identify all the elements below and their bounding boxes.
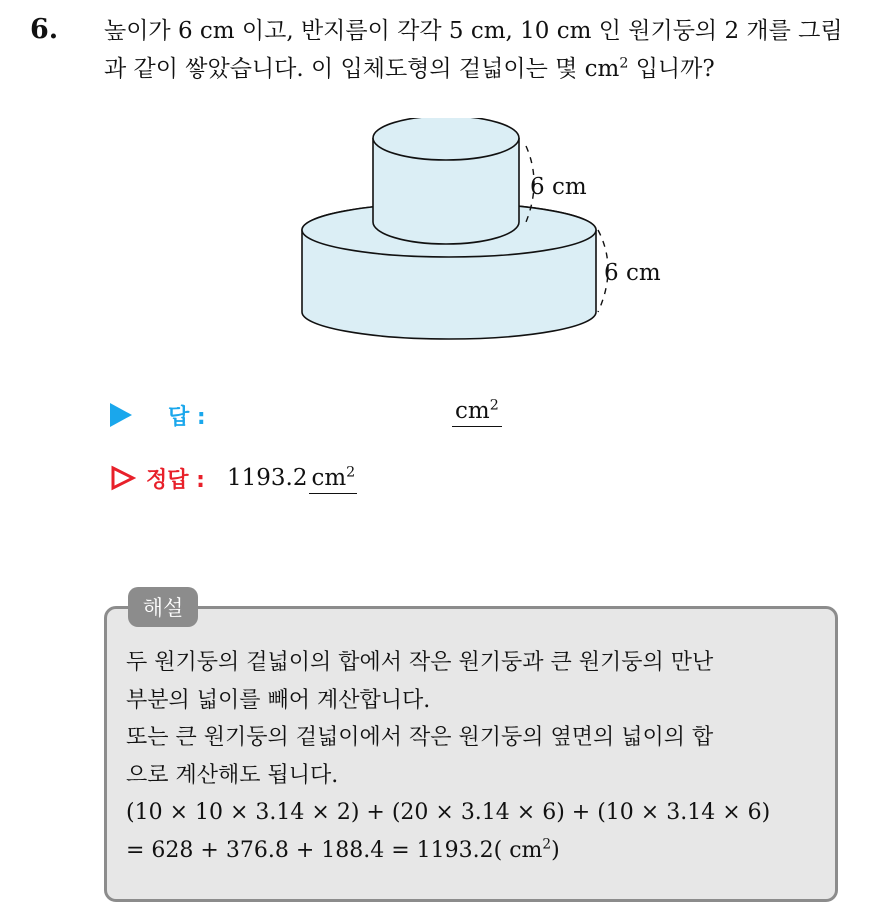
answer-unit-superscript: 2 (489, 397, 499, 414)
bottom-height-label: 6 cm (604, 260, 661, 286)
correct-unit-text: cm (311, 464, 347, 491)
solution-final-end: ) (551, 837, 560, 863)
question-line-2-main: 과 같이 쌓았습니다. 이 입체도형의 겉넓이는 몇 cm (104, 56, 620, 82)
solution-line-3: 또는 큰 원기둥의 겉넓이에서 작은 원기둥의 옆면의 넓이의 합 (126, 725, 714, 750)
solution-tag: 해설 (128, 587, 198, 627)
solution-line-5: (10 × 10 × 3.14 × 2) + (20 × 3.14 × 6) + (10 × 3.14 × 6) (126, 800, 771, 825)
correct-unit-superscript: 2 (346, 463, 356, 480)
question-number: 6. (30, 14, 59, 45)
play-triangle-icon (110, 403, 132, 427)
question-line-2-end: 입니까? (628, 56, 715, 82)
outline-triangle-icon (110, 465, 136, 491)
stacked-cylinders-figure (290, 118, 670, 358)
top-height-label: 6 cm (530, 174, 587, 200)
top-cylinder-top-face (373, 118, 519, 160)
question-text (104, 12, 874, 88)
solution-line-1: 두 원기둥의 겉넓이의 합에서 작은 원기둥과 큰 원기둥의 만난 (126, 650, 714, 675)
correct-answer-unit (309, 463, 357, 494)
answer-unit-text: cm (455, 398, 490, 424)
question-line-2 (104, 50, 874, 88)
question-unit-superscript: 2 (619, 55, 629, 72)
solution-line-2: 부분의 넓이를 빼어 계산합니다. (126, 687, 431, 713)
solution-line-6 (126, 832, 826, 870)
solution-text (126, 644, 826, 869)
correct-answer-row (110, 460, 357, 496)
answer-row (110, 398, 206, 432)
correct-answer-label: 정답 : (146, 467, 205, 493)
question-line-1: 높이가 6 cm 이고, 반지름이 각각 5 cm, 10 cm 인 원기둥의 2 개를 그림 (104, 18, 843, 44)
solution-final-line: = 628 + 376.8 + 188.4 = 1193.2( cm (126, 837, 543, 863)
correct-answer-value: 1193.2 (226, 465, 308, 491)
solution-final-superscript: 2 (542, 836, 552, 853)
answer-blank-unit[interactable] (452, 396, 502, 427)
solution-line-4: 으로 계산해도 됩니다. (126, 762, 339, 788)
answer-label: 답 : (168, 404, 206, 430)
